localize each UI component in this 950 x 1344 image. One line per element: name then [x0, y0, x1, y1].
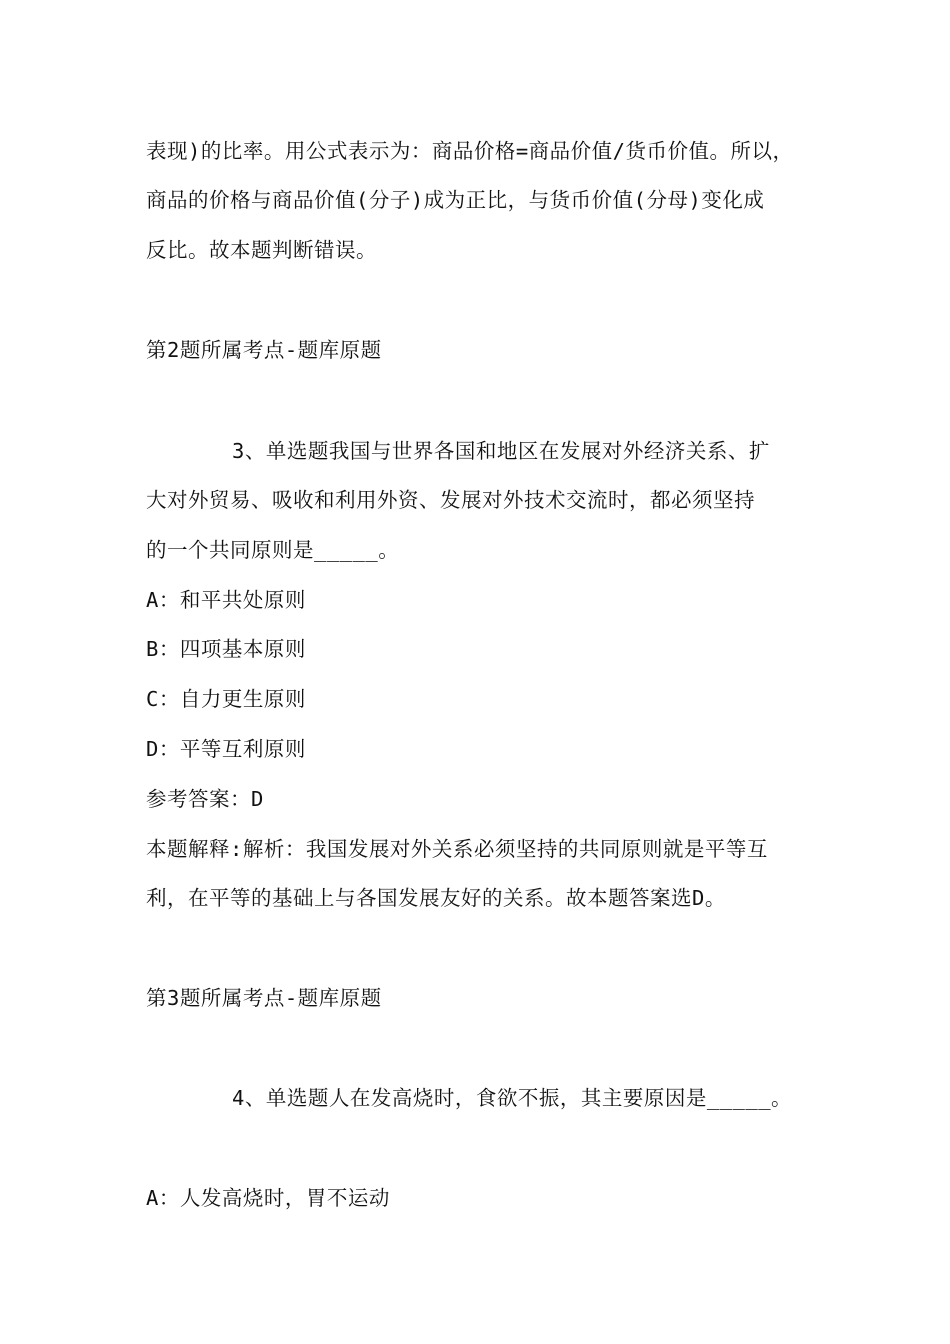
- q3-stem-line-3: 的一个共同原则是_____。: [146, 538, 400, 562]
- prev-explanation-line-3: 反比。故本题判断错误。: [146, 238, 377, 262]
- q3-source-label: 第3题所属考点-题库原题: [146, 986, 382, 1010]
- prev-explanation-line-1: 表现)的比率。用公式表示为：商品价格=商品价值/货币价值。所以，: [146, 139, 794, 163]
- q3-stem-line-1: 3、单选题我国与世界各国和地区在发展对外经济关系、扩: [232, 439, 770, 463]
- q3-option-c: C：自力更生原则: [146, 687, 306, 711]
- q3-stem-line-2: 大对外贸易、吸收和利用外资、发展对外技术交流时，都必须坚持: [146, 488, 755, 512]
- q3-option-b: B：四项基本原则: [146, 637, 306, 661]
- q4-stem: 4、单选题人在发高烧时，食欲不振，其主要原因是_____。: [232, 1086, 793, 1110]
- q3-answer: 参考答案：D: [146, 787, 264, 811]
- q4-option-a: A：人发高烧时，胃不运动: [146, 1186, 390, 1210]
- q3-explanation-line-2: 利，在平等的基础上与各国发展友好的关系。故本题答案选D。: [146, 886, 726, 910]
- q3-option-a: A：和平共处原则: [146, 588, 306, 612]
- q3-option-d: D：平等互利原则: [146, 737, 306, 761]
- q2-source-label: 第2题所属考点-题库原题: [146, 338, 382, 362]
- q3-explanation-line-1: 本题解释:解析：我国发展对外关系必须坚持的共同原则就是平等互: [146, 837, 768, 861]
- prev-explanation-line-2: 商品的价格与商品价值(分子)成为正比，与货币价值(分母)变化成: [146, 188, 765, 212]
